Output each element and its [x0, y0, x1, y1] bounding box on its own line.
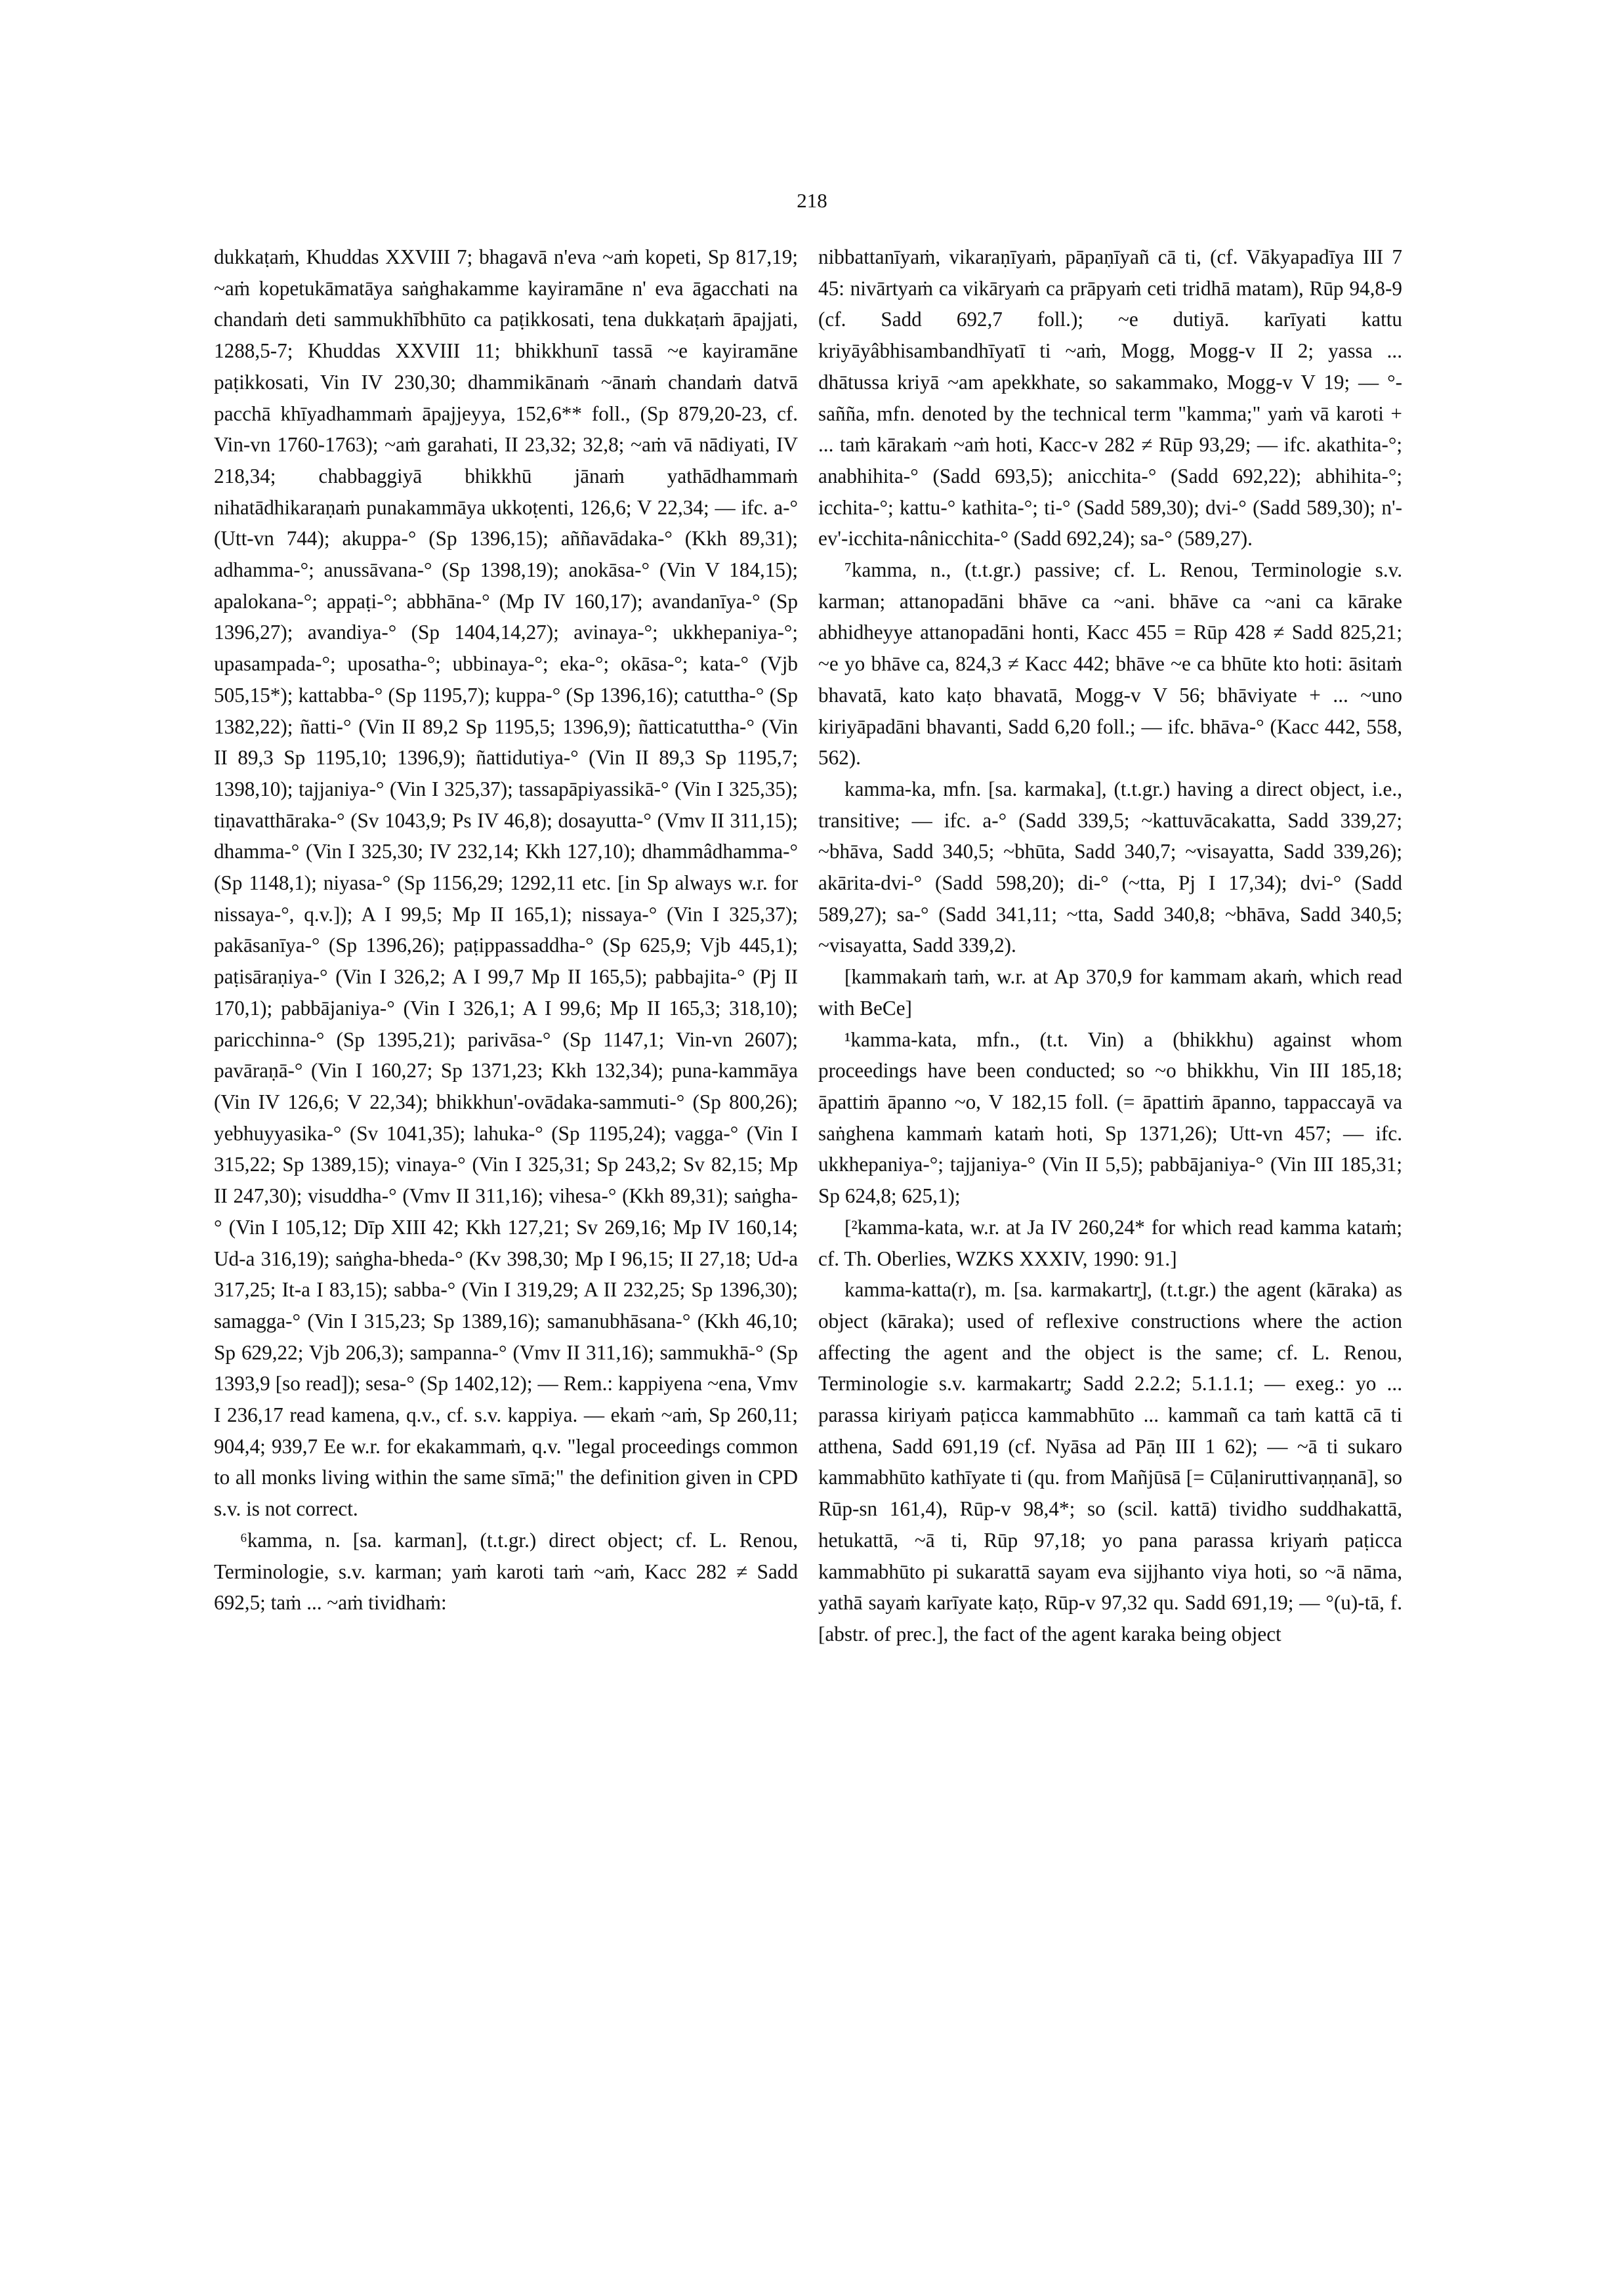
entry-paragraph: ¹kamma-kata, mfn., (t.t. Vin) a (bhikkhu) against whom proceedings have been conducted; so ~o bhikkhu, Vin III 185,18; āpattiṁ āpanno ~o, V 182,15 foll. (= āpattiṁ āpanno, tappaccayā va saṅghena kammaṁ kataṁ hoti, Sp 1371,26); Utt-vn 457; — ifc. ukkhepaniya-°; tajjaniya-° (Vin II 5,5); pabbājaniya-° (Vin III 185,31; Sp 624,8; 625,1);: [818, 1027, 1402, 1208]
entry-paragraph: dukkaṭaṁ, Khuddas XXVIII 7; bhagavā n'eva ~aṁ kopeti, Sp 817,19; ~aṁ kopetukāmatāya saṅghakamme kayiramāne n' eva āgacchati na chandaṁ deti sammukhībhūto ca paṭikkosati, tena dukkaṭaṁ āpajjati, 1288,5-7; Khuddas XXVIII 11; bhikkhunī tassā ~e kayiramāne paṭikkosati, Vin IV 230,30; dhammikānaṁ ~ānaṁ chandaṁ datvā pacchā khīyadhammaṁ āpajjeyya, 152,6** foll., (Sp 879,20-23, cf. Vin-vn 1760-1763); ~aṁ garahati, II 23,32; 32,8; ~aṁ vā nādiyati, IV 218,34; chabbaggiyā bhikkhū jānaṁ yathādhammaṁ nihatādhikaraṇaṁ punakammāya ukkoṭenti, 126,6; V 22,34; — ifc. a-° (Utt-vn 744); akuppa-° (Sp 1396,15); aññavādaka-° (Kkh 89,31); adhamma-°; anussāvana-° (Sp 1398,19); anokāsa-° (Vin V 184,15); apalokana-°; appaṭi-°; abbhāna-° (Mp IV 160,17); avandanīya-° (Sp 1396,27); avandiya-° (Sp 1404,14,27); avinaya-°; ukkhepaniya-°; upasampada-°; uposatha-°; ubbinaya-°; eka-°; okāsa-°; kata-° (Vjb 505,15*); kattabba-° (Sp 1195,7); kuppa-° (Sp 1396,16); catuttha-° (Sp 1382,22); ñatti-° (Vin II 89,2 Sp 1195,5; 1396,9); ñatticatuttha-° (Vin II 89,3 Sp 1195,10; 1396,9); ñattidutiya-° (Vin II 89,3 Sp 1195,7; 1398,10); tajjaniya-° (Vin I 325,37); tassapāpiyassikā-° (Vin I 325,35); tiṇavatthāraka-° (Sv 1043,9; Ps IV 46,8); dosayutta-° (Vmv II 311,15); dhamma-° (Vin I 325,30; IV 232,14; Kkh 127,10); dhammâdhamma-° (Sp 1148,1); niyasa-° (Sp 1156,29; 1292,11 etc. [in Sp always w.r. for nissaya-°, q.v.]); A I 99,5; Mp II 165,1); nissaya-° (Vin I 325,37); pakāsanīya-° (Sp 1396,26); paṭippassaddha-° (Sp 625,9; Vjb 445,1); paṭisāraṇiya-° (Vin I 326,2; A I 99,7 Mp II 165,5); pabbajita-° (Pj II 170,1); pabbājaniya-° (Vin I 326,1; A I 99,6; Mp II 165,3; 318,10); paricchinna-° (Sp 1395,21); parivāsa-° (Sp 1147,1; Vin-vn 2607); pavāraṇā-° (Vin I 160,27; Sp 1371,23; Kkh 132,34); puna-kammāya (Vin IV 126,6; V 22,34); bhikkhun'-ovādaka-sammuti-° (Sp 800,26); yebhuyyasika-° (Sv 1041,35); lahuka-° (Sp 1195,24); vagga-° (Vin I 315,22; Sp 1389,15); vinaya-° (Vin I 325,31; Sp 243,2; Sv 82,15; Mp II 247,30); visuddha-° (Vmv II 311,16); vihesa-° (Kkh 89,31); saṅgha-° (Vin I 105,12; Dīp XIII 42; Kkh 127,21; Sv 269,16; Mp IV 160,14; Ud-a 316,19); saṅgha-bheda-° (Kv 398,30; Mp I 96,15; II 27,18; Ud-a 317,25; It-a I 83,15); sabba-° (Vin I 319,29; A II 232,25; Sp 1396,30); samagga-° (Vin I 315,23; Sp 1389,16); samanubhāsana-° (Kkh 46,10; Sp 629,22; Vjb 206,3); sampanna-° (Vmv II 311,16); sammukhā-° (Sp 1393,9 [so read]); sesa-° (Sp 1402,12); — Rem.: kappiyena ~ena, Vmv I 236,17 read kamena, q.v., cf. s.v. kappiya. — ekaṁ ~aṁ, Sp 260,11; 904,4; 939,7 Ee w.r. for ekakammaṁ, q.v. "legal proceedings common to all monks living within the same sīmā;" the definition given in CPD s.v. is not correct.: [214, 245, 798, 1521]
page-number: 218: [797, 189, 827, 212]
left-column: [214, 241, 798, 1619]
entry-paragraph: [²kamma-kata, w.r. at Ja IV 260,24* for which read kamma kataṁ; cf. Th. Oberlies, WZKS XXXIV, 1990: 91.]: [818, 1215, 1402, 1270]
entry-paragraph: ⁷kamma, n., (t.t.gr.) passive; cf. L. Renou, Terminologie s.v. karman; attanopadāni bhāve ca ~ani. bhāve ca ~ani ca kārake abhidheyye attanopadāni honti, Kacc 455 = Rūp 428 ≠ Sadd 825,21; ~e yo bhāve ca, 824,3 ≠ Kacc 442; bhāve ~e ca bhūte kto hoti: āsitaṁ bhavatā, kato kaṭo bhavatā, Mogg-v V 56; bhāviyate + ... ~uno kiriyāpadāni bhavanti, Sadd 6,20 foll.; — ifc. bhāva-° (Kacc 442, 558, 562).: [818, 558, 1402, 770]
entry-paragraph: nibbattanīyaṁ, vikaraṇīyaṁ, pāpaṇīyañ cā ti, (cf. Vākyapadīya III 7 45: nivārtyaṁ ca vikāryaṁ ca prāpyaṁ ceti tridhā matam), Rūp 94,8-9 (cf. Sadd 692,7 foll.); ~e dutiyā. karīyati kattu kriyāyâbhisambandhīyatī ti ~aṁ, Mogg, Mogg-v II 2; yassa ... dhātussa kriyā ~am apekkhate, so sakammako, Mogg-v V 19; — °-sañña, mfn. denoted by the technical term "kamma;" yaṁ vā karoti + ... taṁ kārakaṁ ~aṁ hoti, Kacc-v 282 ≠ Rūp 93,29; — ifc. akathita-°; anabhihita-° (Sadd 693,5); anicchita-° (Sadd 692,22); abhihita-°; icchita-°; kattu-° kathita-°; ti-° (Sadd 589,30); dvi-° (Sadd 589,30); n'-ev'-icchita-nânicchita-° (Sadd 692,24); sa-° (589,27).: [818, 245, 1402, 550]
entry-paragraph: kamma-katta(r), m. [sa. karmakartr̥], (t.t.gr.) the agent (kāraka) as object (kāraka); used of reflexive constructions where the action affecting the agent and the object is the same; cf. L. Renou, Terminologie s.v. karmakartr̥; Sadd 2.2.2; 5.1.1.1; — exeg.: yo ... parassa kiriyaṁ paṭicca kammabhūto ... kammañ ca taṁ kattā cā ti atthena, Sadd 691,19 (cf. Nyāsa ad Pāṇ III 1 62); — ~ā ti sukaro kammabhūto kathīyate ti (qu. from Mañjūsā [= Cūḷaniruttivaṇṇanā], so Rūp-sn 161,4), Rūp-v 98,4*; so (scil. kattā) tividho suddhakattā, hetukattā, ~ā ti, Rūp 97,18; yo pana parassa kriyaṁ paṭicca kammabhūto pi sukarattā sayam eva sijjhanto viya hoti, so ~ā nāma, yathā sayaṁ karīyate kaṭo, Rūp-v 97,32 qu. Sadd 691,19; — °(u)-tā, f. [abstr. of prec.], the fact of the agent karaka being object: [818, 1278, 1402, 1645]
entry-paragraph: [kammakaṁ taṁ, w.r. at Ap 370,9 for kammam akaṁ, which read with BeCe]: [818, 965, 1402, 1020]
right-column: [818, 241, 1402, 1650]
entry-paragraph: kamma-ka, mfn. [sa. karmaka], (t.t.gr.) having a direct object, i.e., transitive; — ifc. a-° (Sadd 339,5; ~kattuvācakatta, Sadd 339,27; ~bhāva, Sadd 340,5; ~bhūta, Sadd 340,7; ~visayatta, Sadd 339,26); akārita-dvi-° (Sadd 598,20); di-° (~tta, Pj I 17,34); dvi-° (Sadd 589,27); sa-° (Sadd 341,11; ~tta, Sadd 340,8; ~bhāva, Sadd 340,5; ~visayatta, Sadd 339,2).: [818, 777, 1402, 957]
entry-paragraph: ⁶kamma, n. [sa. karman], (t.t.gr.) direct object; cf. L. Renou, Terminologie, s.v. karman; yaṁ karoti taṁ ~aṁ, Kacc 282 ≠ Sadd 692,5; taṁ ... ~aṁ tividhaṁ:: [214, 1528, 798, 1615]
